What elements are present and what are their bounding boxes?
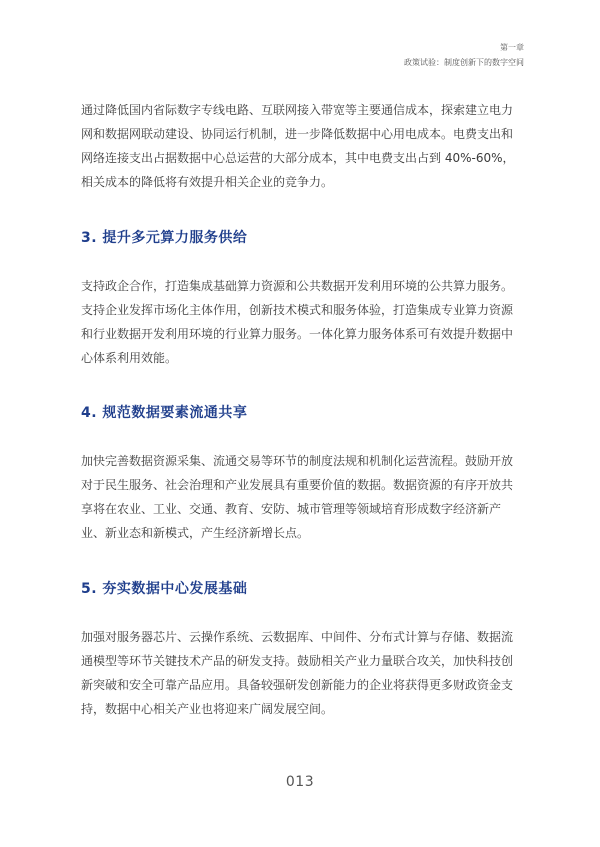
section-heading-4: 4. 规范数据要素流通共享 [81,405,248,421]
chapter-label: 第一章 [500,43,524,52]
chapter-subtitle: 政策试验：制度创新下的数字空间 [404,58,524,67]
section-heading-5: 5. 夯实数据中心发展基础 [81,581,248,597]
section-paragraph-5: 加强对服务器芯片、云操作系统、云数据库、中间件、分布式计算与存储、数据流通模型等环节关键技术产品的研发支持。鼓励相关产业力量联合攻关，加快科技创新突破和安全可靠产品应用。具备较强研发创新能力的企业将获得更多财政资金支持，数据中心相关产业也将迎来广阔发展空间。 [81,630,514,716]
section-paragraph-4: 加快完善数据资源采集、流通交易等环节的制度法规和机制化运营流程。鼓励开放对于民生服务、社会治理和产业发展具有重要价值的数据。数据资源的有序开放共享将在农业、工业、交通、教育、安防、城市管理等领域培育形成数字经济新产业、新业态和新模式，产生经济新增长点。 [81,454,514,540]
intro-paragraph: 通过降低国内省际数字专线电路、互联网接入带宽等主要通信成本，探索建立电力网和数据网联动建设、协同运行机制，进一步降低数据中心用电成本。电费支出和网络连接支出占据数据中心总运营的大部分成本，其中电费支出占到 40%-60%，相关成本的降低将有效提升相关企业的竞争力。 [81,103,515,189]
page-number: 013 [285,774,315,790]
page-header [404,40,524,70]
section-paragraph-3: 支持政企合作，打造集成基础算力资源和公共数据开发利用环境的公共算力服务。支持企业发挥市场化主体作用，创新技术模式和服务体验，打造集成专业算力资源和行业数据开发利用环境的行业算力服务。一体化算力服务体系可有效提升数据中心体系利用效能。 [81,279,514,365]
section-heading-3: 3. 提升多元算力服务供给 [81,230,248,246]
